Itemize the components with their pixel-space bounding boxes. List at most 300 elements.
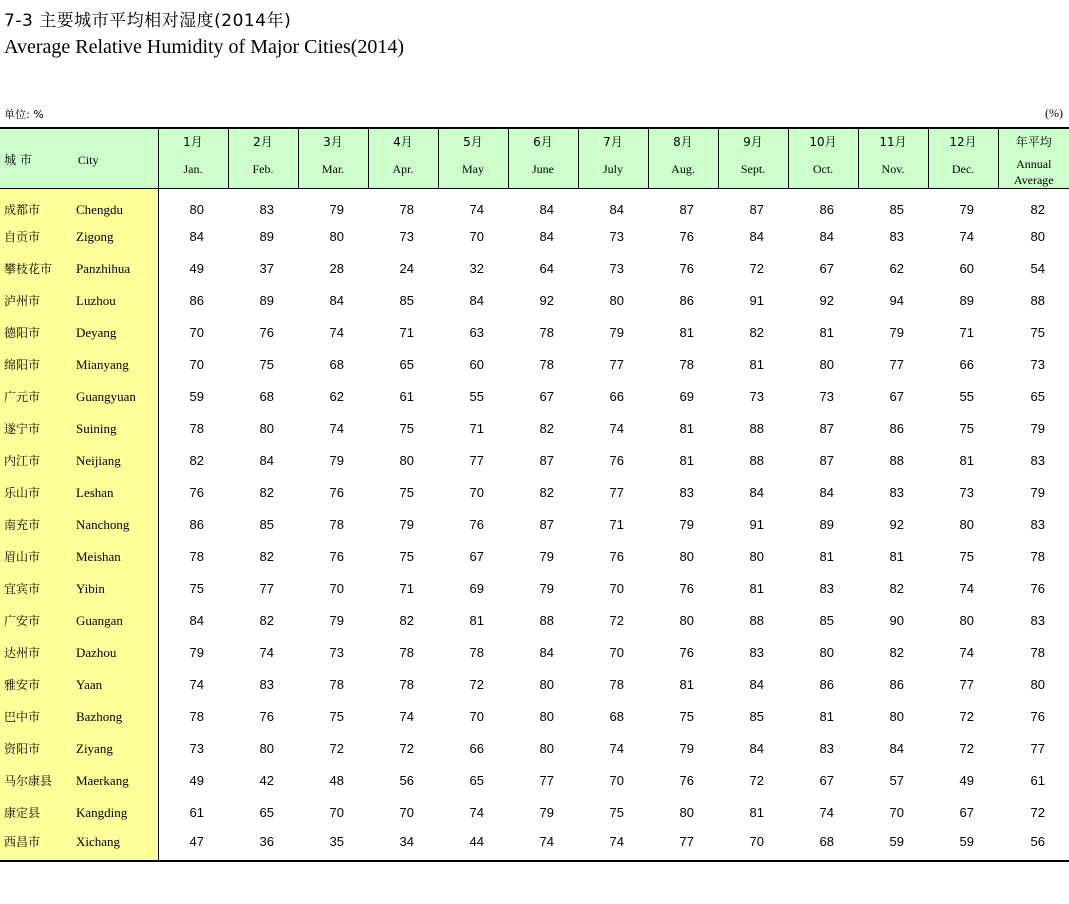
header-annual-line-1: Annual (1016, 157, 1052, 171)
humidity-value-cell: 91 (749, 517, 764, 532)
humidity-value-cell: 84 (539, 645, 554, 660)
humidity-value-cell: 82 (539, 421, 554, 436)
header-month-chinese: 1月 (183, 135, 203, 149)
humidity-value-cell: 84 (819, 485, 834, 500)
city-name-english: Leshan (76, 485, 114, 500)
humidity-value-cell: 70 (609, 581, 624, 596)
annual-average-cell: 82 (1030, 202, 1045, 218)
annual-average-cell: 76 (1030, 581, 1045, 596)
city-name-chinese: 西昌市 (4, 834, 41, 849)
humidity-value-cell: 76 (609, 453, 624, 468)
humidity-value-cell: 76 (329, 549, 344, 564)
humidity-value-cell: 78 (189, 549, 204, 564)
unit-label: 单位: % (4, 108, 44, 121)
table-row (0, 285, 1069, 317)
city-name-english: Yibin (76, 581, 105, 596)
humidity-value-cell: 76 (609, 549, 624, 564)
city-name-english: Xichang (76, 833, 121, 849)
humidity-value-cell: 69 (469, 581, 484, 596)
humidity-value-cell: 82 (259, 613, 274, 628)
annual-average-cell: 72 (1030, 805, 1045, 820)
humidity-value-cell: 77 (259, 581, 274, 596)
humidity-value-cell: 37 (259, 261, 274, 276)
humidity-value-cell: 76 (189, 485, 204, 500)
table-body (0, 189, 1069, 861)
humidity-value-cell: 70 (189, 325, 204, 340)
table-row (0, 605, 1069, 637)
humidity-value-cell: 35 (298, 829, 368, 861)
humidity-value-cell: 82 (749, 325, 764, 340)
table-row (0, 669, 1069, 701)
humidity-value-cell: 83 (749, 645, 764, 660)
humidity-value-cell: 67 (959, 805, 974, 820)
humidity-value-cell: 79 (679, 517, 694, 532)
humidity-value-cell: 48 (329, 773, 344, 788)
humidity-value-cell: 88 (749, 421, 764, 436)
humidity-value-cell: 79 (539, 581, 554, 596)
humidity-value-cell: 79 (679, 741, 694, 756)
table-row (0, 541, 1069, 573)
humidity-value-cell: 71 (959, 325, 974, 340)
humidity-value-cell: 81 (749, 357, 764, 372)
humidity-value-cell: 70 (609, 773, 624, 788)
annual-average-cell: 79 (1030, 485, 1045, 500)
humidity-value-cell: 81 (679, 421, 694, 436)
humidity-value-cell: 65 (259, 805, 274, 820)
city-cell (0, 317, 158, 349)
humidity-value-cell: 87 (819, 421, 834, 436)
humidity-value-cell: 70 (469, 229, 484, 244)
table-row (0, 413, 1069, 445)
humidity-value-cell: 81 (679, 453, 694, 468)
city-name-english: Panzhihua (76, 261, 131, 276)
humidity-value-cell: 75 (189, 581, 204, 596)
humidity-value-cell: 67 (889, 389, 904, 404)
header-month-english: Aug. (671, 162, 695, 176)
city-name-chinese: 广安市 (4, 614, 41, 628)
header-month (228, 128, 298, 189)
header-month-english: July (602, 162, 623, 176)
humidity-value-cell: 72 (399, 741, 414, 756)
header-month-chinese: 9月 (743, 135, 763, 149)
humidity-value-cell: 84 (819, 229, 834, 244)
city-cell (0, 829, 158, 861)
table-row (0, 733, 1069, 765)
humidity-value-cell: 67 (819, 261, 834, 276)
city-name-chinese: 眉山市 (4, 550, 41, 564)
humidity-value-cell: 82 (259, 485, 274, 500)
humidity-value-cell: 80 (679, 613, 694, 628)
header-month (788, 128, 858, 189)
humidity-value-cell: 84 (749, 485, 764, 500)
humidity-value-cell: 59 (189, 389, 204, 404)
humidity-value-cell: 83 (819, 741, 834, 756)
humidity-value-cell: 70 (399, 805, 414, 820)
humidity-value-cell: 75 (259, 357, 274, 372)
city-cell (0, 285, 158, 317)
humidity-value-cell: 80 (259, 421, 274, 436)
humidity-value-cell: 83 (259, 202, 274, 218)
city-name-english: Suining (76, 421, 117, 436)
humidity-value-cell: 79 (539, 805, 554, 820)
city-cell (0, 701, 158, 733)
humidity-value-cell: 76 (679, 261, 694, 276)
humidity-value-cell: 74 (959, 645, 974, 660)
humidity-value-cell: 62 (329, 389, 344, 404)
city-name-english: Chengdu (76, 202, 123, 218)
humidity-value-cell: 76 (679, 773, 694, 788)
humidity-value-cell: 73 (189, 741, 204, 756)
table-row (0, 221, 1069, 253)
humidity-value-cell: 84 (189, 229, 204, 244)
city-name-chinese: 遂宁市 (4, 422, 41, 436)
humidity-value-cell: 72 (469, 677, 484, 692)
humidity-value-cell: 80 (679, 805, 694, 820)
humidity-value-cell: 70 (469, 709, 484, 724)
humidity-value-cell: 74 (959, 581, 974, 596)
humidity-value-cell: 87 (539, 453, 554, 468)
humidity-value-cell: 24 (399, 261, 414, 276)
humidity-value-cell: 79 (189, 645, 204, 660)
humidity-value-cell: 44 (438, 829, 508, 861)
humidity-value-cell: 67 (469, 549, 484, 564)
city-cell (0, 509, 158, 541)
humidity-value-cell: 81 (679, 325, 694, 340)
humidity-value-cell: 70 (469, 485, 484, 500)
unit-label-right: (%) (1045, 106, 1063, 120)
humidity-value-cell: 71 (469, 421, 484, 436)
city-name-english: Yaan (76, 677, 103, 692)
header-month-english: Mar. (321, 162, 345, 176)
humidity-value-cell: 79 (539, 549, 554, 564)
annual-average-cell: 88 (1030, 293, 1045, 308)
humidity-value-cell: 72 (609, 613, 624, 628)
city-cell (0, 669, 158, 701)
humidity-value-cell: 80 (819, 357, 834, 372)
humidity-value-cell: 34 (368, 829, 438, 861)
city-cell (0, 637, 158, 669)
city-cell (0, 573, 158, 605)
humidity-value-cell: 72 (959, 709, 974, 724)
humidity-value-cell: 49 (189, 773, 204, 788)
humidity-value-cell: 67 (539, 389, 554, 404)
humidity-value-cell: 77 (959, 677, 974, 692)
table-row (0, 829, 1069, 861)
city-name-chinese: 广元市 (4, 390, 41, 404)
humidity-value-cell: 86 (189, 517, 204, 532)
annual-average-cell: 75 (1030, 325, 1045, 340)
header-month (718, 128, 788, 189)
humidity-value-cell: 87 (749, 202, 764, 218)
humidity-value-cell: 28 (329, 261, 344, 276)
humidity-value-cell: 90 (889, 613, 904, 628)
humidity-value-cell: 57 (889, 773, 904, 788)
humidity-value-cell: 81 (819, 325, 834, 340)
header-month-chinese: 10月 (809, 135, 837, 149)
humidity-value-cell: 83 (819, 581, 834, 596)
annual-average-cell: 78 (1030, 645, 1045, 660)
humidity-value-cell: 81 (819, 709, 834, 724)
humidity-value-cell: 69 (679, 389, 694, 404)
humidity-value-cell: 79 (329, 202, 344, 218)
humidity-value-cell: 81 (819, 549, 834, 564)
humidity-value-cell: 64 (539, 261, 554, 276)
header-annual-english (999, 156, 1069, 188)
humidity-value-cell: 66 (469, 741, 484, 756)
humidity-value-cell: 78 (329, 677, 344, 692)
humidity-value-cell: 76 (259, 709, 274, 724)
humidity-value-cell: 78 (189, 421, 204, 436)
humidity-value-cell: 74 (329, 421, 344, 436)
humidity-value-cell: 86 (889, 677, 904, 692)
humidity-value-cell: 80 (329, 229, 344, 244)
annual-average-cell: 76 (1030, 709, 1045, 724)
humidity-value-cell: 82 (189, 453, 204, 468)
header-city-english: City (77, 153, 99, 167)
table-row (0, 637, 1069, 669)
humidity-value-cell: 73 (329, 645, 344, 660)
humidity-value-cell: 84 (749, 229, 764, 244)
humidity-value-cell: 78 (399, 677, 414, 692)
humidity-value-cell: 81 (469, 613, 484, 628)
city-cell (0, 221, 158, 253)
humidity-value-cell: 86 (189, 293, 204, 308)
humidity-value-cell: 81 (749, 805, 764, 820)
city-name-chinese: 南充市 (4, 518, 41, 532)
humidity-value-cell: 72 (959, 741, 974, 756)
annual-average-cell: 79 (1030, 421, 1045, 436)
table-row (0, 445, 1069, 477)
humidity-value-cell: 72 (749, 773, 764, 788)
humidity-value-cell: 68 (788, 829, 858, 861)
humidity-value-cell: 85 (889, 202, 904, 218)
city-name-english: Nanchong (76, 517, 130, 532)
annual-average-cell: 83 (1030, 453, 1045, 468)
humidity-value-cell: 62 (889, 261, 904, 276)
city-cell (0, 381, 158, 413)
city-name-chinese: 成都市 (4, 203, 41, 218)
header-month-chinese: 6月 (533, 135, 553, 149)
city-name-chinese: 达州市 (4, 646, 41, 660)
humidity-value-cell: 76 (679, 581, 694, 596)
humidity-value-cell: 78 (609, 677, 624, 692)
humidity-value-cell: 88 (539, 613, 554, 628)
humidity-value-cell: 84 (749, 677, 764, 692)
humidity-table (0, 127, 1069, 862)
city-cell (0, 733, 158, 765)
header-month (158, 128, 228, 189)
humidity-value-cell: 49 (189, 261, 204, 276)
humidity-value-cell: 75 (329, 709, 344, 724)
header-month (368, 128, 438, 189)
humidity-value-cell: 81 (889, 549, 904, 564)
city-name-english: Deyang (76, 325, 117, 340)
header-month (928, 128, 998, 189)
humidity-value-cell: 59 (858, 829, 928, 861)
humidity-value-cell: 65 (469, 773, 484, 788)
humidity-value-cell: 42 (259, 773, 274, 788)
humidity-value-cell: 81 (749, 581, 764, 596)
city-name-english: Luzhou (76, 293, 116, 308)
annual-average-cell: 56 (998, 829, 1069, 861)
humidity-value-cell: 79 (329, 453, 344, 468)
humidity-value-cell: 67 (819, 773, 834, 788)
table-row (0, 349, 1069, 381)
city-cell (0, 541, 158, 573)
humidity-value-cell: 66 (959, 357, 974, 372)
humidity-value-cell: 75 (399, 485, 414, 500)
humidity-value-cell: 85 (749, 709, 764, 724)
header-month-chinese: 12月 (949, 135, 977, 149)
table-header-row (0, 128, 1069, 189)
city-name-chinese: 内江市 (4, 454, 41, 468)
humidity-value-cell: 68 (609, 709, 624, 724)
humidity-value-cell: 80 (399, 453, 414, 468)
city-cell (0, 477, 158, 509)
city-name-english: Zigong (76, 229, 114, 244)
humidity-value-cell: 83 (679, 485, 694, 500)
humidity-value-cell: 74 (329, 325, 344, 340)
humidity-value-cell: 82 (399, 613, 414, 628)
humidity-value-cell: 55 (469, 389, 484, 404)
humidity-value-cell: 91 (749, 293, 764, 308)
humidity-value-cell: 63 (469, 325, 484, 340)
humidity-value-cell: 73 (609, 229, 624, 244)
header-month-english: Sept. (740, 162, 766, 176)
humidity-value-cell: 74 (578, 829, 648, 861)
city-name-english: Bazhong (76, 709, 123, 724)
annual-average-cell: 61 (1030, 773, 1045, 788)
annual-average-cell: 77 (1030, 741, 1045, 756)
city-name-english: Mianyang (76, 357, 129, 372)
humidity-value-cell: 79 (609, 325, 624, 340)
city-name-chinese: 雅安市 (4, 678, 41, 692)
humidity-value-cell: 49 (959, 773, 974, 788)
header-month-english: Apr. (392, 162, 414, 176)
humidity-value-cell: 88 (889, 453, 904, 468)
table-title-english: Average Relative Humidity of Major Cities(2014) (4, 36, 405, 58)
header-month-chinese: 11月 (879, 135, 907, 149)
city-name-chinese: 康定县 (4, 806, 41, 820)
humidity-value-cell: 84 (469, 293, 484, 308)
humidity-value-cell: 88 (749, 453, 764, 468)
header-month-english: June (532, 162, 554, 176)
header-month (438, 128, 508, 189)
header-city-chinese: 城 市 (4, 153, 32, 167)
humidity-value-cell: 92 (889, 517, 904, 532)
humidity-value-cell: 59 (928, 829, 998, 861)
humidity-value-cell: 80 (539, 677, 554, 692)
city-name-chinese: 自贡市 (4, 230, 41, 244)
humidity-value-cell: 78 (399, 202, 414, 218)
city-name-english: Maerkang (76, 773, 129, 788)
humidity-value-cell: 74 (508, 829, 578, 861)
annual-average-cell: 54 (1030, 261, 1045, 276)
humidity-value-cell: 32 (469, 261, 484, 276)
humidity-value-cell: 61 (189, 805, 204, 820)
humidity-value-cell: 47 (158, 829, 228, 861)
humidity-value-cell: 84 (189, 613, 204, 628)
humidity-value-cell: 89 (819, 517, 834, 532)
city-name-chinese: 德阳市 (4, 326, 41, 340)
humidity-value-cell: 70 (718, 829, 788, 861)
header-month-english: Nov. (881, 162, 905, 176)
city-name-chinese: 乐山市 (4, 486, 41, 500)
header-month (578, 128, 648, 189)
humidity-value-cell: 79 (889, 325, 904, 340)
humidity-value-cell: 87 (679, 202, 694, 218)
humidity-value-cell: 89 (259, 229, 274, 244)
annual-average-cell: 80 (1030, 229, 1045, 244)
humidity-value-cell: 66 (609, 389, 624, 404)
humidity-value-cell: 78 (679, 357, 694, 372)
humidity-value-cell: 70 (889, 805, 904, 820)
city-name-english: Guangyuan (76, 389, 136, 404)
header-city (0, 128, 158, 189)
humidity-value-cell: 75 (609, 805, 624, 820)
annual-average-cell: 80 (1030, 677, 1045, 692)
city-name-english: Meishan (76, 549, 121, 564)
header-annual-average (998, 128, 1069, 189)
humidity-value-cell: 75 (679, 709, 694, 724)
city-name-english: Neijiang (76, 453, 121, 468)
table-title-chinese: 7-3 主要城市平均相对湿度(2014年) (4, 11, 292, 31)
humidity-value-cell: 61 (399, 389, 414, 404)
table-row (0, 573, 1069, 605)
city-name-english: Dazhou (76, 645, 117, 660)
humidity-value-cell: 77 (889, 357, 904, 372)
table-row (0, 381, 1069, 413)
humidity-value-cell: 68 (259, 389, 274, 404)
humidity-value-cell: 78 (539, 357, 554, 372)
humidity-value-cell: 74 (959, 229, 974, 244)
humidity-value-cell: 84 (749, 741, 764, 756)
humidity-value-cell: 70 (609, 645, 624, 660)
humidity-value-cell: 84 (539, 229, 554, 244)
humidity-value-cell: 80 (819, 645, 834, 660)
humidity-value-cell: 87 (819, 453, 834, 468)
humidity-value-cell: 72 (329, 741, 344, 756)
annual-average-cell: 73 (1030, 357, 1045, 372)
humidity-value-cell: 71 (399, 581, 414, 596)
city-cell (0, 797, 158, 829)
humidity-value-cell: 77 (539, 773, 554, 788)
humidity-value-cell: 74 (609, 421, 624, 436)
humidity-value-cell: 70 (189, 357, 204, 372)
header-month-english: Oct. (812, 162, 834, 176)
humidity-value-cell: 77 (609, 357, 624, 372)
header-annual-chinese: 年平均 (1015, 135, 1052, 149)
humidity-value-cell: 60 (959, 261, 974, 276)
humidity-value-cell: 85 (819, 613, 834, 628)
header-month-english: May (462, 162, 484, 176)
city-name-chinese: 攀枝花市 (4, 262, 53, 276)
humidity-value-cell: 92 (539, 293, 554, 308)
annual-average-cell: 65 (1030, 389, 1045, 404)
humidity-value-cell: 78 (329, 517, 344, 532)
humidity-value-cell: 70 (329, 805, 344, 820)
header-month (298, 128, 368, 189)
humidity-value-cell: 92 (819, 293, 834, 308)
humidity-value-cell: 75 (959, 421, 974, 436)
city-name-english: Ziyang (76, 741, 113, 756)
humidity-value-cell: 80 (539, 709, 554, 724)
header-annual-line-2: Average (1013, 173, 1054, 187)
table-row (0, 317, 1069, 349)
humidity-value-cell: 74 (399, 709, 414, 724)
table-row (0, 701, 1069, 733)
table-row (0, 765, 1069, 797)
